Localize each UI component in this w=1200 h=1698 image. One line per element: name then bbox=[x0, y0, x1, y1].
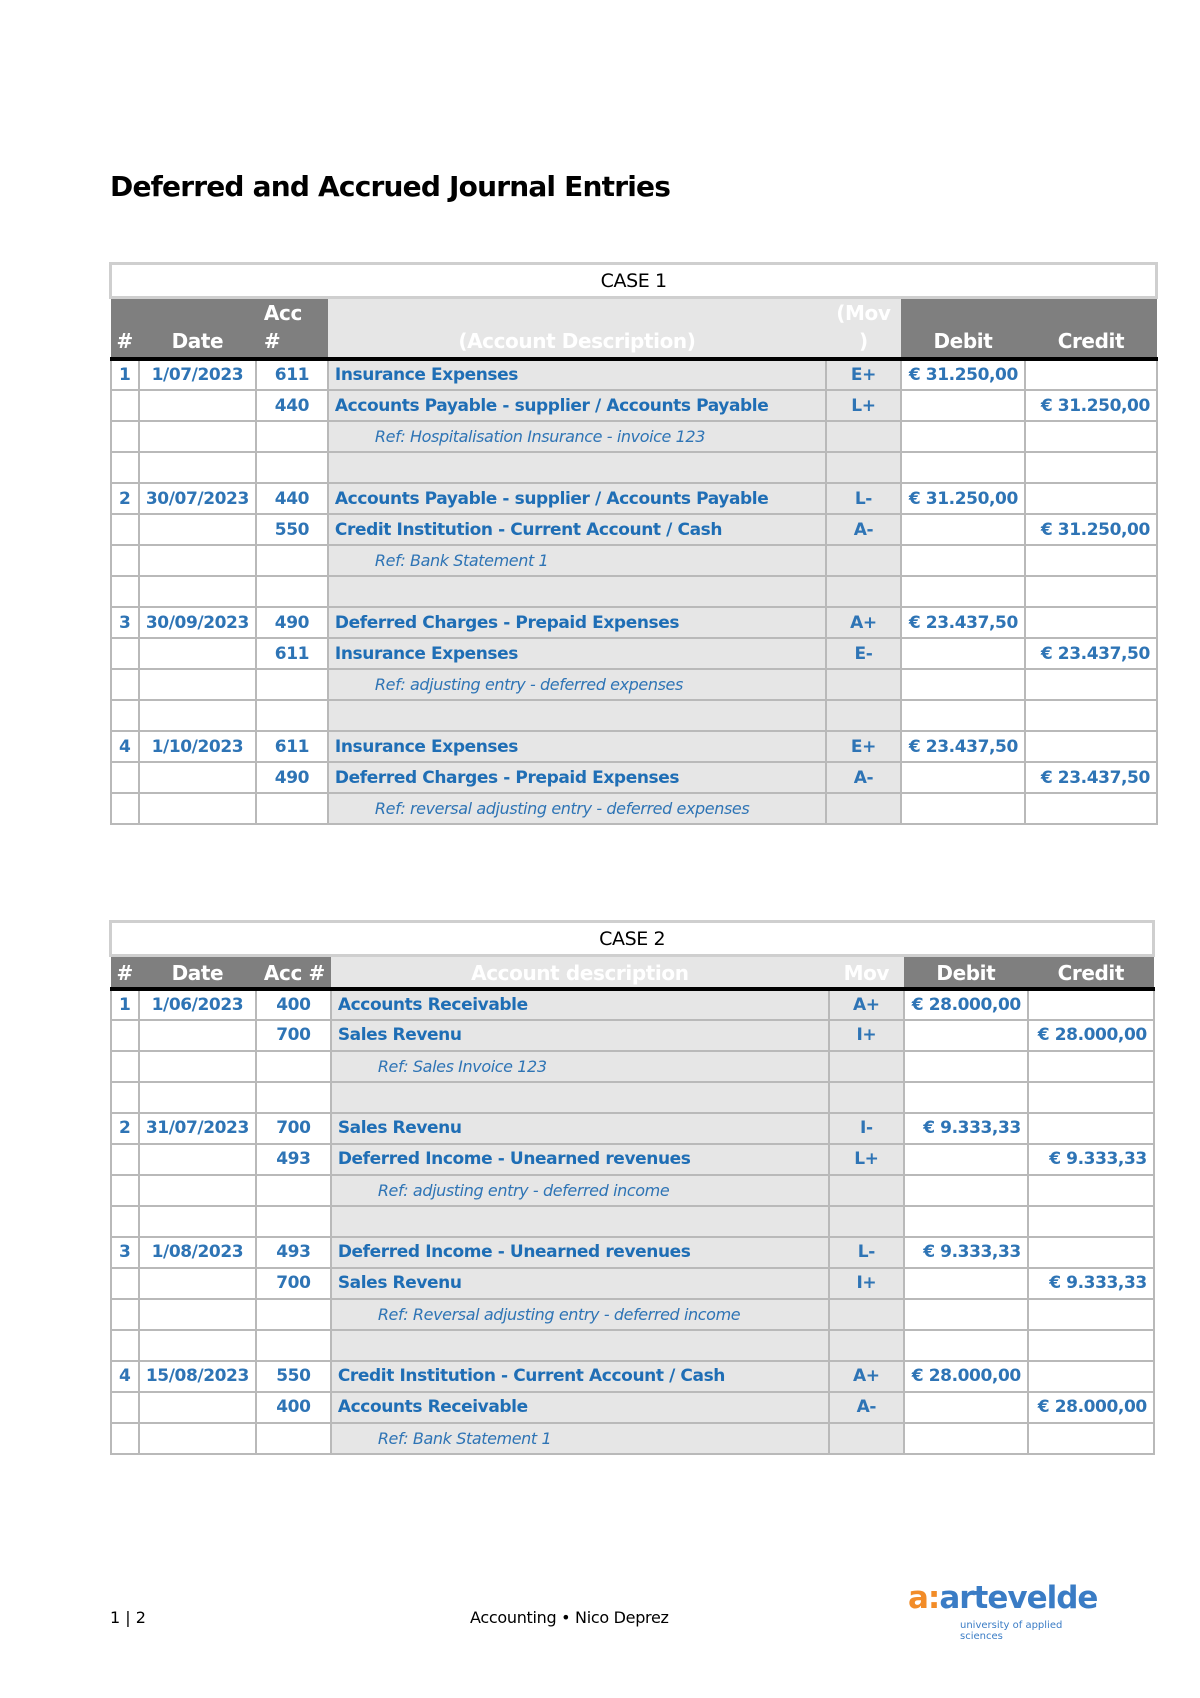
journal-row bbox=[111, 1237, 1154, 1268]
debit-amount bbox=[901, 700, 1025, 731]
credit-amount bbox=[1028, 1330, 1154, 1361]
entry-number bbox=[111, 669, 139, 700]
account-number: 611 bbox=[256, 359, 328, 390]
account-description: Accounts Receivable bbox=[331, 1392, 829, 1423]
column-header-row bbox=[111, 956, 1154, 989]
movement: E- bbox=[826, 638, 901, 669]
movement bbox=[826, 421, 901, 452]
journal-row bbox=[111, 731, 1157, 762]
account-number bbox=[256, 576, 328, 607]
account-description: Accounts Receivable bbox=[331, 989, 829, 1020]
column-header-row bbox=[111, 298, 1157, 360]
account-description: Sales Revenu bbox=[331, 1020, 829, 1051]
entry-date: 15/08/2023 bbox=[139, 1361, 256, 1392]
journal-row bbox=[111, 514, 1157, 545]
case-caption-row bbox=[111, 922, 1154, 956]
debit-amount bbox=[901, 545, 1025, 576]
journal-row bbox=[111, 1423, 1154, 1454]
entry-number: 1 bbox=[111, 989, 139, 1020]
account-number bbox=[256, 669, 328, 700]
header-account-number: Acc # bbox=[256, 298, 328, 360]
entry-date: 1/08/2023 bbox=[139, 1237, 256, 1268]
logo-tagline: university of applied sciences bbox=[960, 1620, 1063, 1642]
debit-amount bbox=[904, 1144, 1028, 1175]
movement bbox=[829, 1330, 904, 1361]
entry-number bbox=[111, 1392, 139, 1423]
header-entry-number: # bbox=[111, 956, 139, 989]
debit-amount: € 28.000,00 bbox=[904, 1361, 1028, 1392]
credit-amount bbox=[1028, 1299, 1154, 1330]
account-number bbox=[256, 1175, 331, 1206]
debit-amount bbox=[904, 1423, 1028, 1454]
journal-row bbox=[111, 762, 1157, 793]
movement bbox=[829, 1051, 904, 1082]
account-number: 700 bbox=[256, 1268, 331, 1299]
account-description: Sales Revenu bbox=[331, 1268, 829, 1299]
credit-amount bbox=[1025, 700, 1157, 731]
movement: A- bbox=[826, 514, 901, 545]
entry-number bbox=[111, 545, 139, 576]
account-number bbox=[256, 1206, 331, 1237]
credit-amount bbox=[1028, 1051, 1154, 1082]
account-description: Deferred Income - Unearned revenues bbox=[331, 1237, 829, 1268]
entry-date bbox=[139, 576, 256, 607]
credit-amount bbox=[1028, 1237, 1154, 1268]
account-number: 493 bbox=[256, 1237, 331, 1268]
entry-date bbox=[139, 390, 256, 421]
credit-amount bbox=[1028, 1206, 1154, 1237]
logo-name: artevelde bbox=[939, 1580, 1098, 1616]
debit-amount bbox=[904, 1051, 1028, 1082]
account-description: Credit Institution - Current Account / Cash bbox=[331, 1361, 829, 1392]
credit-amount: € 28.000,00 bbox=[1028, 1392, 1154, 1423]
journal-row bbox=[111, 989, 1154, 1020]
entry-date bbox=[139, 452, 256, 483]
account-number bbox=[256, 421, 328, 452]
journal-row bbox=[111, 669, 1157, 700]
debit-amount bbox=[901, 762, 1025, 793]
journal-row bbox=[111, 1299, 1154, 1330]
header-debit-amount: Debit bbox=[901, 298, 1025, 360]
reference-note: Ref: reversal adjusting entry - deferred expenses bbox=[328, 793, 826, 824]
credit-amount: € 28.000,00 bbox=[1028, 1020, 1154, 1051]
account-description: Deferred Charges - Prepaid Expenses bbox=[328, 607, 826, 638]
credit-amount bbox=[1028, 1423, 1154, 1454]
credit-amount bbox=[1025, 607, 1157, 638]
account-description bbox=[331, 1082, 829, 1113]
credit-amount: € 31.250,00 bbox=[1025, 390, 1157, 421]
account-number: 611 bbox=[256, 638, 328, 669]
entry-number bbox=[111, 1175, 139, 1206]
account-number bbox=[256, 793, 328, 824]
debit-amount bbox=[904, 1020, 1028, 1051]
debit-amount bbox=[901, 390, 1025, 421]
reference-note: Ref: Bank Statement 1 bbox=[331, 1423, 829, 1454]
entry-date: 1/10/2023 bbox=[139, 731, 256, 762]
journal-row bbox=[111, 793, 1157, 824]
account-number: 490 bbox=[256, 607, 328, 638]
account-description: Sales Revenu bbox=[331, 1113, 829, 1144]
debit-amount: € 9.333,33 bbox=[904, 1113, 1028, 1144]
header-entry-date: Date bbox=[139, 298, 256, 360]
account-number: 490 bbox=[256, 762, 328, 793]
entry-date: 30/07/2023 bbox=[139, 483, 256, 514]
account-number bbox=[256, 452, 328, 483]
movement: E+ bbox=[826, 359, 901, 390]
debit-amount bbox=[904, 1299, 1028, 1330]
account-number: 611 bbox=[256, 731, 328, 762]
entry-date: 30/09/2023 bbox=[139, 607, 256, 638]
credit-amount bbox=[1028, 1113, 1154, 1144]
entry-number bbox=[111, 514, 139, 545]
debit-amount bbox=[901, 669, 1025, 700]
account-description: Insurance Expenses bbox=[328, 638, 826, 669]
account-description: Insurance Expenses bbox=[328, 359, 826, 390]
account-number: 493 bbox=[256, 1144, 331, 1175]
case-caption: CASE 1 bbox=[111, 264, 1157, 298]
journal-row bbox=[111, 1113, 1154, 1144]
debit-amount bbox=[904, 1082, 1028, 1113]
journal-row bbox=[111, 700, 1157, 731]
credit-amount: € 23.437,50 bbox=[1025, 762, 1157, 793]
movement: I+ bbox=[829, 1268, 904, 1299]
entry-date bbox=[139, 669, 256, 700]
credit-amount bbox=[1025, 452, 1157, 483]
credit-amount bbox=[1025, 545, 1157, 576]
account-description: Deferred Income - Unearned revenues bbox=[331, 1144, 829, 1175]
journal-row bbox=[111, 421, 1157, 452]
header-account-description: Account description bbox=[331, 956, 829, 989]
entry-number: 2 bbox=[111, 483, 139, 514]
account-description: Credit Institution - Current Account / Cash bbox=[328, 514, 826, 545]
account-description: Accounts Payable - supplier / Accounts Payable bbox=[328, 390, 826, 421]
credit-amount: € 9.333,33 bbox=[1028, 1268, 1154, 1299]
account-number: 440 bbox=[256, 483, 328, 514]
case-caption-row bbox=[111, 264, 1157, 298]
logo-wordmark bbox=[908, 1580, 1097, 1616]
debit-amount: € 9.333,33 bbox=[904, 1237, 1028, 1268]
entry-number bbox=[111, 1051, 139, 1082]
account-number: 550 bbox=[256, 1361, 331, 1392]
debit-amount: € 23.437,50 bbox=[901, 607, 1025, 638]
movement bbox=[826, 793, 901, 824]
entry-date bbox=[139, 1392, 256, 1423]
movement: L- bbox=[829, 1237, 904, 1268]
entry-number: 3 bbox=[111, 607, 139, 638]
entry-number bbox=[111, 638, 139, 669]
entry-number: 1 bbox=[111, 359, 139, 390]
reference-note: Ref: Bank Statement 1 bbox=[328, 545, 826, 576]
journal-row bbox=[111, 1206, 1154, 1237]
journal-row bbox=[111, 390, 1157, 421]
reference-note: Ref: Reversal adjusting entry - deferred income bbox=[331, 1299, 829, 1330]
debit-amount bbox=[904, 1268, 1028, 1299]
account-description bbox=[331, 1206, 829, 1237]
credit-amount bbox=[1028, 1175, 1154, 1206]
movement: I- bbox=[829, 1113, 904, 1144]
movement: A+ bbox=[829, 989, 904, 1020]
debit-amount bbox=[901, 576, 1025, 607]
credit-amount bbox=[1025, 421, 1157, 452]
journal-row bbox=[111, 359, 1157, 390]
movement bbox=[829, 1423, 904, 1454]
header-movement: Mov bbox=[829, 956, 904, 989]
entry-date bbox=[139, 1051, 256, 1082]
entry-date bbox=[139, 762, 256, 793]
header-account-number: Acc # bbox=[256, 956, 331, 989]
account-description bbox=[331, 1330, 829, 1361]
account-number: 700 bbox=[256, 1020, 331, 1051]
header-credit-amount: Credit bbox=[1028, 956, 1154, 989]
entry-number bbox=[111, 1144, 139, 1175]
entry-date bbox=[139, 700, 256, 731]
debit-amount bbox=[904, 1206, 1028, 1237]
header-entry-date: Date bbox=[139, 956, 256, 989]
entry-date bbox=[139, 638, 256, 669]
entry-number bbox=[111, 1020, 139, 1051]
account-number: 700 bbox=[256, 1113, 331, 1144]
entry-date bbox=[139, 1299, 256, 1330]
page-title: Deferred and Accrued Journal Entries bbox=[110, 170, 671, 203]
entry-date bbox=[139, 1268, 256, 1299]
movement: E+ bbox=[826, 731, 901, 762]
journal-row bbox=[111, 483, 1157, 514]
header-debit-amount: Debit bbox=[904, 956, 1028, 989]
footer-page-number: 1 | 2 bbox=[110, 1608, 146, 1627]
journal-row bbox=[111, 1051, 1154, 1082]
account-number: 440 bbox=[256, 390, 328, 421]
case-caption: CASE 2 bbox=[111, 922, 1154, 956]
debit-amount: € 31.250,00 bbox=[901, 483, 1025, 514]
case1-journal-table bbox=[109, 262, 1158, 825]
entry-date: 31/07/2023 bbox=[139, 1113, 256, 1144]
movement: I+ bbox=[829, 1020, 904, 1051]
account-number bbox=[256, 700, 328, 731]
entry-number bbox=[111, 576, 139, 607]
entry-number bbox=[111, 1330, 139, 1361]
entry-number bbox=[111, 700, 139, 731]
reference-note: Ref: adjusting entry - deferred expenses bbox=[328, 669, 826, 700]
movement: L- bbox=[826, 483, 901, 514]
journal-row bbox=[111, 1392, 1154, 1423]
debit-amount bbox=[901, 793, 1025, 824]
journal-row bbox=[111, 1144, 1154, 1175]
movement bbox=[826, 452, 901, 483]
entry-date bbox=[139, 1020, 256, 1051]
debit-amount: € 28.000,00 bbox=[904, 989, 1028, 1020]
movement bbox=[829, 1175, 904, 1206]
entry-date bbox=[139, 421, 256, 452]
header-movement: (Mov ) bbox=[826, 298, 901, 360]
reference-note: Ref: Sales Invoice 123 bbox=[331, 1051, 829, 1082]
account-description: Insurance Expenses bbox=[328, 731, 826, 762]
credit-amount bbox=[1025, 669, 1157, 700]
logo-prefix: a: bbox=[908, 1580, 940, 1616]
account-number bbox=[256, 545, 328, 576]
debit-amount bbox=[901, 514, 1025, 545]
reference-note: Ref: Hospitalisation Insurance - invoice 123 bbox=[328, 421, 826, 452]
entry-number bbox=[111, 1206, 139, 1237]
credit-amount: € 31.250,00 bbox=[1025, 514, 1157, 545]
journal-row bbox=[111, 545, 1157, 576]
reference-note: Ref: adjusting entry - deferred income bbox=[331, 1175, 829, 1206]
entry-date bbox=[139, 1423, 256, 1454]
account-number: 400 bbox=[256, 1392, 331, 1423]
entry-date bbox=[139, 545, 256, 576]
credit-amount bbox=[1028, 1082, 1154, 1113]
account-number bbox=[256, 1082, 331, 1113]
journal-row bbox=[111, 1175, 1154, 1206]
journal-row bbox=[111, 452, 1157, 483]
entry-date bbox=[139, 1206, 256, 1237]
debit-amount: € 23.437,50 bbox=[901, 731, 1025, 762]
account-description bbox=[328, 576, 826, 607]
account-description bbox=[328, 700, 826, 731]
account-number bbox=[256, 1423, 331, 1454]
movement bbox=[829, 1082, 904, 1113]
movement bbox=[826, 669, 901, 700]
entry-number: 2 bbox=[111, 1113, 139, 1144]
movement: A- bbox=[826, 762, 901, 793]
account-number bbox=[256, 1330, 331, 1361]
journal-row bbox=[111, 607, 1157, 638]
entry-number: 3 bbox=[111, 1237, 139, 1268]
movement bbox=[829, 1206, 904, 1237]
artevelde-logo bbox=[908, 1580, 1108, 1640]
entry-number bbox=[111, 1423, 139, 1454]
entry-date bbox=[139, 1144, 256, 1175]
movement bbox=[826, 700, 901, 731]
debit-amount bbox=[904, 1392, 1028, 1423]
entry-number bbox=[111, 793, 139, 824]
entry-number bbox=[111, 762, 139, 793]
debit-amount bbox=[904, 1330, 1028, 1361]
movement: L+ bbox=[829, 1144, 904, 1175]
movement: A+ bbox=[826, 607, 901, 638]
movement bbox=[829, 1299, 904, 1330]
journal-row bbox=[111, 1268, 1154, 1299]
movement: A+ bbox=[829, 1361, 904, 1392]
journal-row bbox=[111, 1082, 1154, 1113]
entry-date bbox=[139, 793, 256, 824]
header-account-description: (Account Description) bbox=[328, 298, 826, 360]
account-number: 400 bbox=[256, 989, 331, 1020]
account-number: 550 bbox=[256, 514, 328, 545]
footer-course-author: Accounting • Nico Deprez bbox=[470, 1608, 669, 1627]
entry-date bbox=[139, 1082, 256, 1113]
entry-number bbox=[111, 1299, 139, 1330]
entry-date bbox=[139, 1330, 256, 1361]
entry-number bbox=[111, 1268, 139, 1299]
journal-row bbox=[111, 638, 1157, 669]
account-description: Accounts Payable - supplier / Accounts Payable bbox=[328, 483, 826, 514]
credit-amount bbox=[1028, 1361, 1154, 1392]
debit-amount: € 31.250,00 bbox=[901, 359, 1025, 390]
account-number bbox=[256, 1299, 331, 1330]
entry-date: 1/07/2023 bbox=[139, 359, 256, 390]
credit-amount: € 9.333,33 bbox=[1028, 1144, 1154, 1175]
journal-row bbox=[111, 576, 1157, 607]
entry-number bbox=[111, 452, 139, 483]
case2-journal-table bbox=[109, 920, 1155, 1455]
account-number bbox=[256, 1051, 331, 1082]
movement bbox=[826, 576, 901, 607]
credit-amount bbox=[1028, 989, 1154, 1020]
debit-amount bbox=[901, 452, 1025, 483]
entry-number: 4 bbox=[111, 731, 139, 762]
entry-date bbox=[139, 514, 256, 545]
header-credit-amount: Credit bbox=[1025, 298, 1157, 360]
credit-amount bbox=[1025, 731, 1157, 762]
credit-amount bbox=[1025, 793, 1157, 824]
credit-amount bbox=[1025, 576, 1157, 607]
journal-row bbox=[111, 1020, 1154, 1051]
account-description bbox=[328, 452, 826, 483]
movement: L+ bbox=[826, 390, 901, 421]
entry-date: 1/06/2023 bbox=[139, 989, 256, 1020]
entry-number bbox=[111, 390, 139, 421]
debit-amount bbox=[901, 638, 1025, 669]
movement: A- bbox=[829, 1392, 904, 1423]
debit-amount bbox=[904, 1175, 1028, 1206]
journal-row bbox=[111, 1330, 1154, 1361]
entry-number: 4 bbox=[111, 1361, 139, 1392]
entry-date bbox=[139, 1175, 256, 1206]
debit-amount bbox=[901, 421, 1025, 452]
entry-number bbox=[111, 1082, 139, 1113]
entry-number bbox=[111, 421, 139, 452]
header-entry-number: # bbox=[111, 298, 139, 360]
journal-row bbox=[111, 1361, 1154, 1392]
credit-amount bbox=[1025, 359, 1157, 390]
movement bbox=[826, 545, 901, 576]
credit-amount bbox=[1025, 483, 1157, 514]
credit-amount: € 23.437,50 bbox=[1025, 638, 1157, 669]
account-description: Deferred Charges - Prepaid Expenses bbox=[328, 762, 826, 793]
